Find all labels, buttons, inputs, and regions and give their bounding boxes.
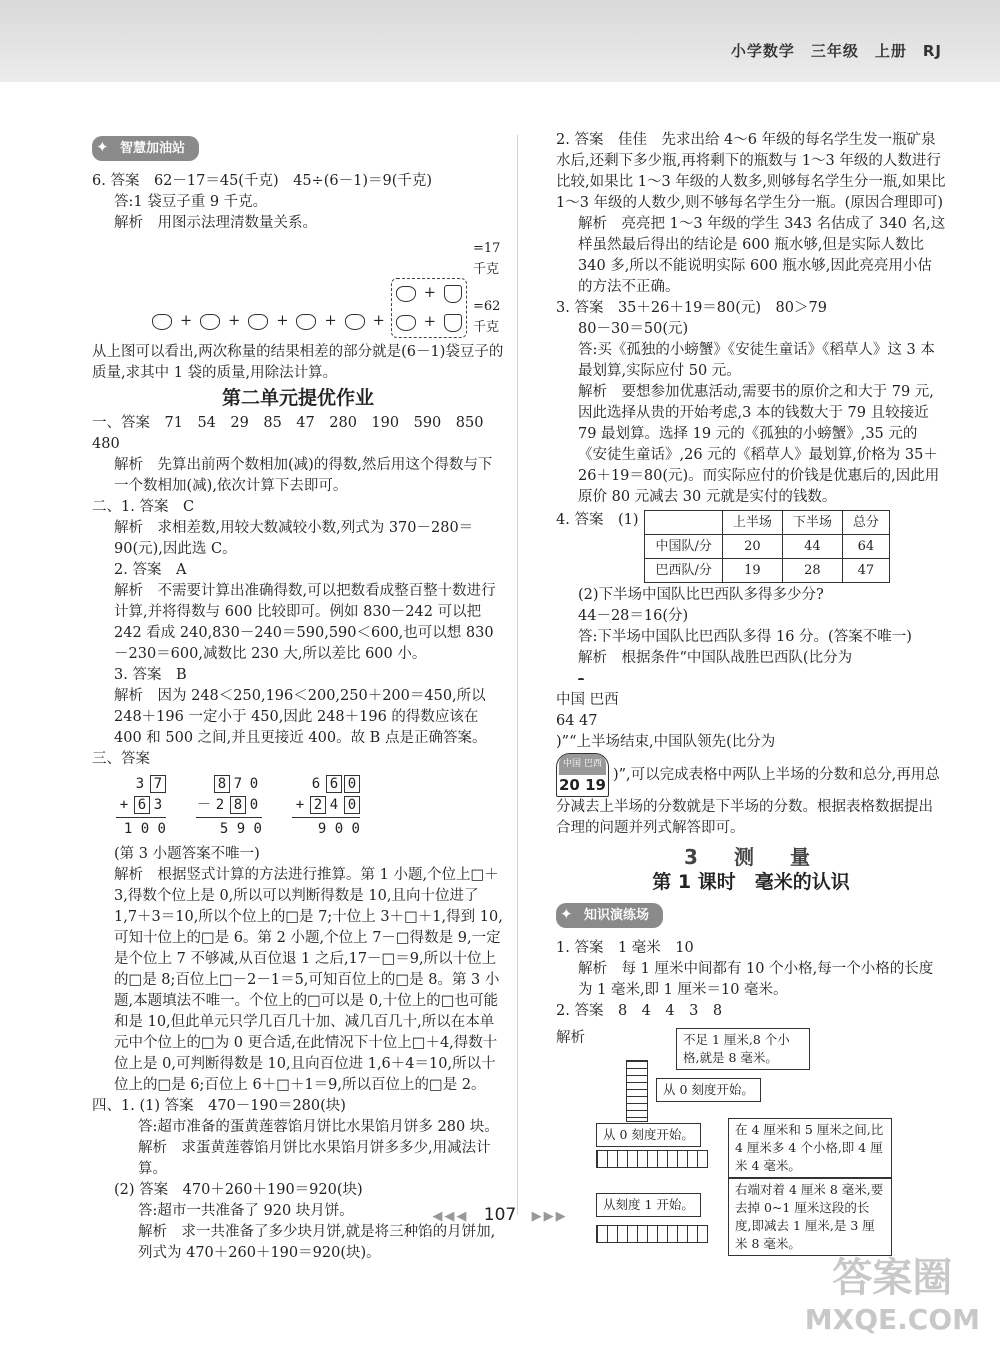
practice-banner: ✦ 知识演练场: [556, 903, 663, 928]
section-title: 3 测 量: [684, 845, 818, 869]
part4-x1: 解析 求蛋黄莲蓉馅月饼比水果馅月饼多多少,用减法计算。: [138, 1140, 491, 1177]
r-q3-answer3: 答:买《孤独的小螃蟹》《安徒生童话》《稻草人》这 3 本最划算,实际应付 50 元。: [578, 342, 935, 379]
part4-a1b: 答:超市准备的蛋黄莲蓉馅月饼比水果馅月饼多 280 块。: [138, 1119, 499, 1135]
r-q4-analysis-1: 解析 根据条件“中国队战胜巴西队(比分为: [578, 650, 853, 666]
part4-a2b: 答:超市一共准备了 920 块月饼。: [138, 1203, 354, 1219]
note-4: 从 0 刻度开始。: [596, 1123, 701, 1147]
ruler-2: [596, 1150, 708, 1168]
measurement-figure: [556, 1028, 946, 1278]
note-6: 从刻度 1 开始。: [596, 1193, 701, 1217]
r-q4-analysis-2: )”“上半场结束,中国队领先(比分为: [556, 734, 776, 750]
q6-answer: 6. 答案 62－17＝45(千克) 45÷(6－1)＝9(千克): [92, 173, 433, 189]
part2-x1: 解析 求相差数,用较大数减较小数,列式为 370－280＝90(元),因此选 C。: [114, 520, 474, 557]
note-1: 不足 1 厘米,8 个小格,就是 8 毫米。: [676, 1028, 810, 1070]
r-q3-answer2: 80－30＝50(元): [578, 321, 689, 337]
bag-diagram: [152, 238, 504, 338]
part2-x2: 解析 不需要计算出准确得数,可以把数看成整百整十数进行计算,并将得数与 600 比较即可。例如 830－242 可以把 242 看成 240,830－240＝590,590＜600,也可以想 830－230＝600,减数比 230 大,所以差比 600 小。: [114, 583, 496, 662]
k1-analysis: 解析 每 1 厘米中间都有 10 个小格,每一个小格的长度为 1 毫米,即 1 厘米＝10 毫米。: [578, 961, 934, 998]
part2-x3: 解析 因为 248＜250,196＜200,250＋200＝450,所以 248＋196 一定小于 450,因此 248＋196 的得数应该在 400 和 500 之间,并且更接近 400。故 B 点是正确答案。: [114, 688, 487, 746]
table-header-row: 上半场 下半场 总分: [645, 511, 889, 535]
r-q4-label: 4. 答案 (1): [556, 512, 639, 528]
bag-pot-group: + +: [391, 278, 467, 338]
vertical-calculations: [116, 774, 504, 840]
fig-label-62: =62 千克: [472, 299, 501, 335]
part1-analysis: 解析 先算出前两个数相加(减)的得数,然后用这个得数与下一个数相加(减),依次计算下去即可。: [114, 457, 493, 494]
note-2: 从 0 刻度开始。: [656, 1078, 761, 1102]
r-q2-answer: 2. 答案 佳佳 先求出给 4～6 年级的每名学生发一瓶矿泉水后,还剩下多少瓶,再将剩下的瓶数与 1～3 年级的人数进行比较,如果比 1～3 年级的人数多,则够每名学生分一瓶,如果比 1～3 年级的人数少,则不够每名学生分一瓶。(原因合理即可): [556, 132, 946, 211]
page-number-bar: [0, 1205, 1000, 1225]
score-table: [644, 510, 889, 583]
unit-title: 第二单元提优作业: [221, 387, 374, 409]
six-bags-row: + + + + +: [152, 311, 385, 332]
r-q3-analysis: 解析 要想参加优惠活动,需要书的原价之和大于 79 元,因此选择从贵的开始考虑,3 本的钱数大于 79 且较接近 79 最划算。选择 19 元的《孤独的小螃蟹》,35 元的《安徒生童话》,26 元的《稻草人》最划算,价格为 35＋26＋19＝80(元)。而实际应付的价钱是优惠后的,因此用原价 80 元减去 30 元就是实付的钱数。: [578, 384, 940, 505]
note-5: 右端对着 4 厘米 8 毫米,要去掉 0~1 厘米这段的长度,即减去 1 厘米,是 3 厘米 8 毫米。: [728, 1178, 892, 1256]
part2-a1: 二、1. 答案 C: [92, 499, 195, 515]
pot-icon: [444, 285, 462, 303]
next-arrows-icon: ▶▶▶: [531, 1209, 568, 1224]
page-header: [0, 0, 1000, 82]
part3-note: (第 3 小题答案不唯一): [114, 846, 260, 862]
q6-answer-2: 答:1 袋豆子重 9 千克。: [114, 194, 268, 210]
r-q4-part2-ans: 答:下半场中国队比巴西队多得 16 分。(答案不唯一): [578, 629, 912, 645]
page-number: 107: [483, 1205, 517, 1225]
star-icon: ✦: [96, 138, 109, 156]
ruler-1: [626, 1060, 648, 1122]
table-row: 巴西队/分 19 28 47: [645, 559, 889, 583]
star-icon: ✦: [560, 905, 573, 923]
part2-a3: 3. 答案 B: [114, 667, 187, 683]
note-3: 在 4 厘米和 5 厘米之间,比 4 厘米多 4 个小格,即 4 厘米 4 毫米。: [728, 1118, 892, 1178]
right-column: 2. 答案 佳佳 先求出给 4～6 年级的每名学生发一瓶矿泉水后,还剩下多少瓶,再将剩下的瓶数与 1～3 年级的人数进行比较,如果比 1～3 年级的人数多,则够每名学生分一瓶,如果比 1～3 年级的人数少,则不够每名学生分一瓶。(原因合理即可) 解析 亮亮把 1～3 年级的学生 343 名估成了 340 名,这样虽然最后得出的结论是 600 瓶水够,但是实际人数比 340 多,所以不能说明实际 600 瓶水够,因此亮亮用小估的方法不正确。 3. 答案 35＋26＋19＝80(元) 80＞79 80－30＝50(元) 答:买《孤独的小螃蟹》《安徒生童话》《稻草人》这 3 本最划算,实际应付 50 元。 解析 要想参加优惠活动,需要书的原价之和大于 79 元,因此选择从贵的开始考虑,3 本的钱数大于 79 且较接近 79 最划算。选择 19 元的《孤独的小螃蟹》,35 元的《安徒生童话》,26 元的《稻草人》最划算,价格为 35＋26＋19＝80(元)。而实际应付的价钱是优惠后的,因此用原价 80 元减去 30 元就是实付的钱数。 4. 答案 (1) 上半场 下半场 总分 中国队/分 20 44 64 巴西队/分 19 28 47 (2)下半场中国队比巴西队多得多少分? 44－28＝16(分) 答:下半场中国队比巴西队多得 16 分。(答案不唯一) 解析 根据条件“中国队战胜巴西队(比分为 中国 巴西 64 47 )”“上半场结束,中国队领先(比分为 中国 巴西 20 19 )”,可以完成表格中两队上半场的分数和总分,再用总分减去上半场的分数就是下半场的分数。根据表格数据提出合理的问题并列式解答即可。 3 测 量 第 1 课时 毫米的认识 ✦ 知识演练场 1. 答案 1 毫米 10 解析 每 1 厘米中间都有 10 个小格,每一个小格的长度为 1 毫米,即 1 厘米＝10 毫米。 2. 答案 8 4 4 3 8 解析 不足 1 厘米,8 个小格,就是 8 毫米。 从 0 刻度开始。 从 0 刻度开始。 在 4 厘米和 5 厘米之间,比 4 厘米多 4 个小格,即 4 厘米 4 毫米。 从刻度 1 开始。 右端对着 4 厘米 8 毫米,要去掉 0~1 厘米这段的长度,即减去 1 厘米,是 3 厘米 8 毫米。: [556, 130, 946, 1278]
calc-1: 3 7 + 6 3 1 0 0: [116, 774, 166, 840]
ruler-3: [596, 1225, 708, 1243]
k1-answer: 1. 答案 1 毫米 10: [556, 940, 694, 956]
k2-answer: 2. 答案 8 4 4 3 8: [556, 1003, 723, 1019]
fig-label-17: =17 千克: [472, 241, 501, 277]
r-q4-analysis: [556, 648, 946, 690]
header-title: 小学数学 三年级 上册 RJ: [730, 42, 942, 60]
prev-arrows-icon: ◀◀◀: [432, 1209, 469, 1224]
column-divider: [517, 135, 518, 1215]
watermark: 答案圈 MXQE.COM: [804, 1255, 980, 1336]
r-q4-part2-q: (2)下半场中国队比巴西队多得多少分?: [578, 587, 824, 603]
lesson-title: 第 1 课时 毫米的认识: [652, 871, 850, 893]
r-q4-analysis-3: )”,可以完成表格中两队上半场的分数和总分,再用总分减去上半场的分数就是下半场的分数。根据表格数据提出合理的问题并列式解答即可。: [556, 767, 940, 836]
part4-a2: (2) 答案 470＋260＋190＝920(块): [114, 1182, 363, 1198]
calc-2: 8 7 0 － 2 8 0 5 9 0: [197, 776, 262, 837]
part2-a2: 2. 答案 A: [114, 562, 187, 578]
r-q4-part2-calc: 44－28＝16(分): [578, 608, 689, 624]
part3-label: 三、答案: [92, 751, 150, 767]
part4-x2: 解析 求一共准备了多少块月饼,就是将三种馅的月饼加,列式为 470＋260＋190＝920(块)。: [138, 1224, 496, 1261]
calc-3: 6 6 0 + 2 4 0 9 0 0: [292, 774, 360, 840]
table-row: 中国队/分 20 44 64: [645, 535, 889, 559]
left-column: [92, 130, 504, 1264]
score-badge-final: [578, 678, 584, 680]
bag-icon: [396, 286, 416, 302]
section-banner: ✦ 智慧加油站: [92, 136, 199, 161]
part4-a1: 四、1. (1) 答案 470－190＝280(块): [92, 1098, 346, 1114]
part3-analysis: 解析 根据竖式计算的方法进行推算。第 1 小题,个位上□＋3,得数个位上是 0,所以可以判断得数是 10,且向十位进了 1,7＋3＝10,所以个位上的□是 7;十位上 3＋□＋1,得到 10,可知十位上的□是 6。第 2 小题,个位上 7－□得数是 9,一定是个位上 7 不够减,从百位退 1 之后,17－□＝9,所以十位上的□是 8;百位上□－2－1＝5,可知百位上的□是 8。第 3 小题,本题填法不唯一。个位上的□可以是 0,十位上的□也可能和是 10,但此单元只学几百几十加、减几百几十,所以在本单元中个位上的□为 0 更合适,在此情况下十位上□＋4,得数十位上是 0,可判断得数是 10,且向百位进 1,6＋4＝10,所以十位上的□是 6;百位上 6＋□＋1＝9,所以百位上的□是 2。: [114, 867, 503, 1093]
r-q3-answer1: 3. 答案 35＋26＋19＝80(元) 80＞79: [556, 300, 827, 316]
k2-label: 解析: [556, 1030, 585, 1046]
r-q2-analysis: 解析 亮亮把 1～3 年级的学生 343 名估成了 340 名,这样虽然最后得出的结论是 600 瓶水够,但是实际人数比 340 多,所以不能说明实际 600 瓶水够,因此亮亮用小估的方法不正确。: [578, 216, 946, 295]
q6-analysis: 解析 用图示法理清数量关系。: [114, 215, 317, 231]
part1-answer: 一、答案 71 54 29 85 47 280 190 590 850 480: [92, 415, 498, 452]
score-badge-half: 中国 巴西 20 19: [556, 753, 609, 797]
q6-conclusion: 从上图可以看出,两次称量的结果相差的部分就是(6－1)袋豆子的质量,求其中 1 袋的质量,用除法计算。: [92, 344, 504, 381]
